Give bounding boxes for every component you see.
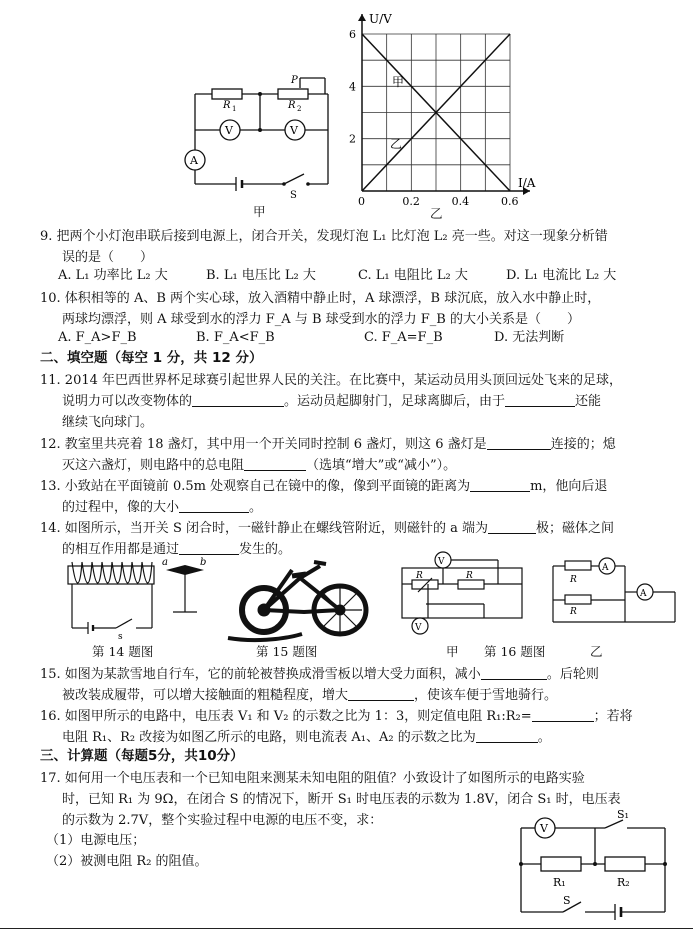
q17-sub2: （2）被测电阻 R₂ 的阻值。 (46, 854, 208, 869)
q17-sub1: （1）电源电压； (46, 833, 146, 848)
page-bottom-rule (0, 928, 693, 929)
x-tick-label: 0 (358, 195, 365, 208)
q14-line1: 14. 如图所示，当开关 S 闭合时，一磁针静止在螺线管附近，则磁针的 a 端为 极；磁体之间 (40, 521, 615, 536)
fig16-caption-jia: 甲 (446, 644, 459, 659)
q16-blank-1[interactable] (532, 707, 594, 722)
q9-line2: 误的是（ ） (62, 250, 154, 265)
question-12 (40, 434, 685, 476)
x-tick-label: 0.6 (501, 195, 519, 208)
question-15 (40, 664, 685, 706)
question-13 (40, 476, 685, 518)
q17-r2-label: R₂ (617, 876, 630, 889)
q10-options (58, 328, 678, 348)
q16-line2: 电阻 R₁、R₂ 改接为如图乙所示的电路，则电流表 A₁、A₂ 的示数之比为 。 (62, 730, 551, 745)
q16-blank-2[interactable] (476, 728, 538, 743)
q15-line2: 被改装成履带，可以增大接触面的粗糙程度，增大 ，使该车便于雪地骑行。 (62, 688, 558, 703)
q17-voltmeter-label: V (540, 822, 548, 835)
q13-line1: 13. 小致站在平面镜前 0.5m 处观察自己在镜中的像，像到平面镜的距离为 m，他向后退 (40, 479, 608, 494)
section-3-heading: 三、计算题（每题5分，共10分） (40, 748, 244, 764)
q9-line1: 9. 把两个小灯泡串联后接到电源上，闭合开关，发现灯泡 L₁ 比灯泡 L₂ 亮一些。对这一现象分析错 (40, 229, 608, 244)
q12-blank-1[interactable] (487, 435, 551, 450)
q15-blank-1[interactable] (481, 665, 547, 680)
svg-text:1: 1 (232, 105, 237, 113)
q9-option-a[interactable]: A. L₁ 功率比 L₂ 大 (58, 268, 168, 283)
x-tick-label: 0.4 (451, 195, 470, 208)
q11-blank-1[interactable] (192, 392, 284, 407)
q11-line1: 11. 2014 年巴西世界杯足球赛引起世界人民的关注。在比赛中，某运动员用头顶回远处飞来的足球， (40, 373, 623, 388)
slider-p-label: P (291, 75, 298, 86)
q9-option-d[interactable]: D. L₁ 电流比 L₂ 大 (506, 268, 617, 283)
q11-blank-2[interactable] (505, 392, 575, 407)
ammeter-label: A (190, 154, 198, 167)
fig15-caption: 第 15 题图 (256, 644, 318, 659)
q10-line2: 两球均漂浮，则 A 球受到水的浮力 F_A 与 B 球受到水的浮力 F_B 的大小关系是（ ） (62, 312, 580, 327)
v2-meter-label: V (290, 124, 298, 137)
q13-blank-2[interactable] (179, 498, 249, 513)
fig14-caption: 第 14 题图 (92, 644, 154, 659)
q10-line1: 10. 体积相等的 A、B 两个实心球，放入酒精中静止时，A 球漂浮，B 球沉底，放入水中静止时， (40, 291, 601, 306)
q9-option-c[interactable]: C. L₁ 电阻比 L₂ 大 (358, 268, 468, 283)
y-tick-label: 4 (349, 80, 356, 94)
y-tick-label: 2 (349, 132, 356, 146)
q14-blank-1[interactable] (488, 519, 536, 534)
q17-r1-label: R₁ (553, 876, 566, 889)
fig16-circuit-jia (398, 548, 528, 640)
fig14-label-a: a (162, 557, 168, 568)
q17-line3: 的示数为 2.7V，整个实验过程中电源的电压不变，求： (62, 813, 383, 828)
fig16-caption: 第 16 题图 (484, 644, 546, 659)
fig16b-a1-label: A (602, 563, 609, 573)
q13-blank-1[interactable] (470, 477, 530, 492)
q17-line2: 时，已知 R₁ 为 9Ω，在闭合 S 的情况下，断开 S₁ 时电压表的示数为 1.8V，闭合 S₁ 时，电压表 (62, 792, 621, 807)
svg-text:2: 2 (297, 105, 302, 113)
ui-graph (340, 6, 550, 216)
line-yi-label: 乙 (390, 137, 403, 151)
q17-circuit (515, 808, 675, 926)
q17-s1-label: S₁ (617, 808, 629, 821)
fig16a-r2-label: R (466, 571, 473, 581)
fig16-circuit-yi (545, 552, 685, 640)
fig16a-v1-label: V (415, 623, 422, 633)
q9-options (58, 266, 678, 286)
q17-subquestions (46, 830, 466, 872)
q10-option-d[interactable]: D. 无法判断 (494, 330, 565, 345)
question-9 (40, 226, 685, 268)
question-10 (40, 288, 685, 330)
q17-s-label: S (563, 894, 571, 907)
y-axis-label: U/V (369, 12, 392, 26)
q10-option-a[interactable]: A. F_A>F_B (58, 330, 137, 345)
circuit-figure-jia (180, 72, 340, 200)
fig14-solenoid (58, 556, 208, 642)
fig16a-v2-label: V (438, 557, 445, 567)
y-tick-label: 6 (349, 28, 356, 41)
fig15-snow-bike-image (222, 548, 382, 644)
circuit-caption-jia: 甲 (253, 204, 266, 219)
fig16b-r1-label: R (570, 575, 577, 585)
section-2-heading: 二、填空题（每空 1 分，共 12 分） (40, 350, 263, 366)
q13-line2: 的过程中，像的大小 。 (62, 500, 263, 515)
switch-label: S (290, 190, 297, 200)
x-tick-label: 0.2 (402, 195, 420, 208)
q10-option-b[interactable]: B. F_A<F_B (196, 330, 275, 345)
q17-line1: 17. 如何用一个电压表和一个已知电阻来测某未知电阻的阻值？小致设计了如图所示的电路实验 (40, 771, 585, 786)
q16-line1: 16. 如图甲所示的电路中，电压表 V₁ 和 V₂ 的示数之比为 1：3，则定值电阻 R₁:R₂= ；若将 (40, 709, 633, 724)
q11-line3: 继续飞向球门。 (62, 415, 154, 430)
question-16 (40, 706, 685, 748)
fig16-caption-yi: 乙 (590, 644, 603, 659)
q14-line2: 的相互作用都是通过 发生的。 (62, 542, 292, 557)
x-axis-label: I/A (518, 176, 536, 190)
fig14-label-s: s (118, 632, 123, 642)
q9-option-b[interactable]: B. L₁ 电压比 L₂ 大 (206, 268, 316, 283)
line-jia-label: 甲 (392, 75, 405, 89)
question-11 (40, 370, 685, 433)
fig16b-a2-label: A (640, 589, 647, 599)
r1-label: R (223, 100, 231, 111)
q15-blank-2[interactable] (348, 686, 414, 701)
graph-caption-yi: 乙 (430, 206, 443, 221)
q12-line1: 12. 教室里共亮着 18 盏灯，其中用一个开关同时控制 6 盏灯，则这 6 盏灯是 连接的；熄 (40, 437, 616, 452)
fig16a-r1-label: R (416, 571, 423, 581)
q12-blank-2[interactable] (244, 456, 306, 471)
q15-line1: 15. 如图为某款雪地自行车，它的前轮被替换成滑雪板以增大受力面积，减小 。后轮则 (40, 667, 599, 682)
q10-option-c[interactable]: C. F_A=F_B (364, 330, 443, 345)
q12-line2: 灭这六盏灯，则电路中的总电阻 （选填“增大”或“减小”）。 (62, 458, 457, 473)
v1-meter-label: V (225, 124, 233, 137)
fig14-label-b: b (200, 557, 207, 568)
fig16b-r2-label: R (570, 607, 577, 617)
q11-line2: 说明力可以改变物体的 。运动员起脚射门，足球离脚后，由于 还能 (62, 394, 602, 409)
r2-label: R (288, 100, 296, 111)
